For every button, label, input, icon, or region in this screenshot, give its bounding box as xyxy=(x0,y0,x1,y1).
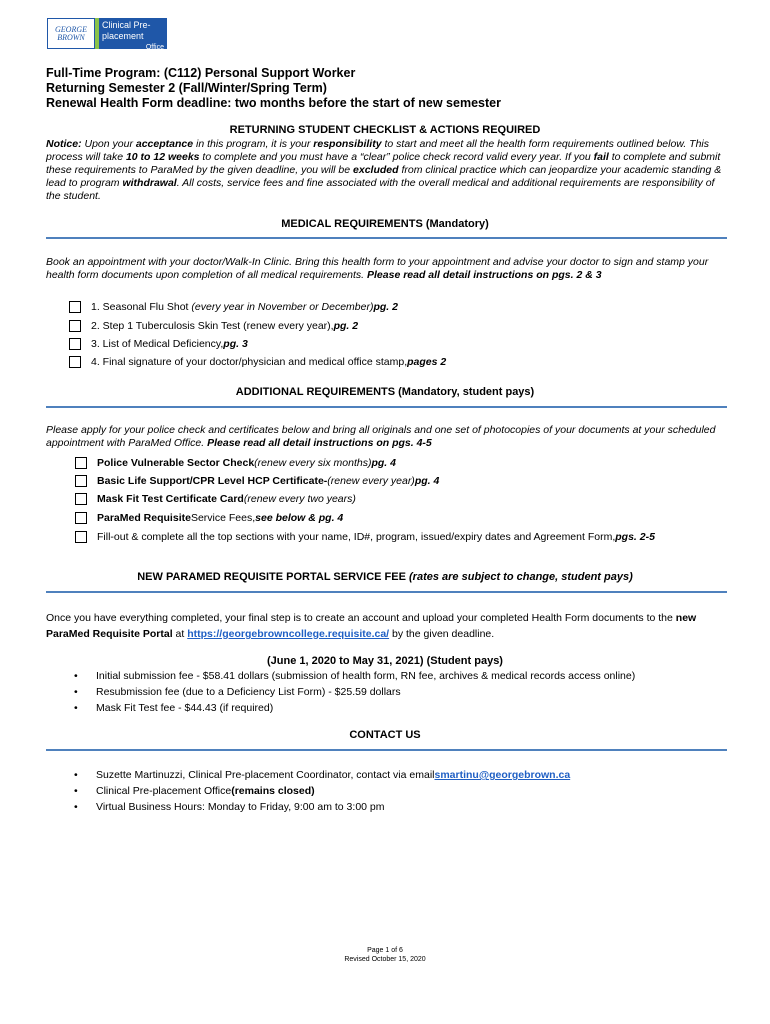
portal-paragraph xyxy=(46,610,730,642)
section-rule xyxy=(46,749,727,751)
portal-title xyxy=(0,571,770,583)
checklist-title: RETURNING STUDENT CHECKLIST & ACTIONS REQUIRED xyxy=(229,124,541,136)
item-bold: Mask Fit Test Certificate Card xyxy=(97,493,244,505)
medical-item-flu[interactable] xyxy=(69,301,398,313)
logo-line2: Office xyxy=(145,44,164,51)
additional-item-police[interactable] xyxy=(75,457,396,469)
medical-item-signature[interactable] xyxy=(69,356,446,368)
section-rule xyxy=(46,591,727,593)
contact-hours: Virtual Business Hours: Monday to Friday, 9:00 am to 3:00 pm xyxy=(96,801,385,813)
item-page: pgs. 2-5 xyxy=(615,531,655,543)
notice-text: in this program, it is your xyxy=(193,138,314,150)
portal-title-text: NEW PARAMED REQUISITE PORTAL SERVICE FEE xyxy=(137,571,410,583)
item-text: Service Fees, xyxy=(190,512,256,524)
notice-text: to complete and submit these requirements to ParaMed by the given deadline, you will be xyxy=(46,151,721,176)
additional-intro-text: Please apply for your police check and certificates below and bring all originals and one set of photocopies of your documents at your scheduled appointment with ParaMed Office. xyxy=(46,424,716,449)
checkbox[interactable] xyxy=(69,338,81,350)
revision-date: Revised October 15, 2020 xyxy=(344,956,426,963)
notice-paragraph xyxy=(46,138,730,203)
item-italic: (every year in November or December) xyxy=(191,301,374,313)
item-text: Fill-out & complete all the top sections with your name, ID#, program, issued/expiry dates and Agreement Form, xyxy=(97,531,616,543)
fee-item: • Mask Fit Test fee - $44.43 (if required) xyxy=(74,702,274,714)
logo-line1: Clinical Pre-placement xyxy=(102,20,151,41)
contact-item: • Suzette Martinuzzi, Clinical Pre-placement Coordinator, contact via email smartinu@georgebrown.ca xyxy=(74,769,571,781)
notice-excluded: excluded xyxy=(353,164,399,176)
checkbox[interactable] xyxy=(75,475,87,487)
fee-item: • Resubmission fee (due to a Deficiency List Form) - $25.59 dollars xyxy=(74,686,401,698)
checkbox[interactable] xyxy=(75,512,87,524)
medical-intro-text: Book an appointment with your doctor/Walk-In Clinic. Bring this health form to your appointment and advise your doctor to sign and stamp your health form documents upon completion of all medical requirements. xyxy=(46,256,709,281)
portal-name: new ParaMed Requisite Portal xyxy=(46,612,697,640)
logo-text xyxy=(99,18,167,49)
fee-dates: (June 1, 2020 to May 31, 2021) (Student pays) xyxy=(267,655,503,667)
item-page: pg. 2 xyxy=(373,301,398,313)
portal-link[interactable]: https://georgebrowncollege.requisite.ca/ xyxy=(187,628,390,640)
item-text: 4. Final signature of your doctor/physician and medical office stamp, xyxy=(91,356,408,368)
header-semester: Returning Semester 2 (Fall/Winter/Spring Term) xyxy=(46,81,327,95)
page-number: Page 1 of 6 xyxy=(367,947,403,954)
notice-text: to start and meet all the health form requirements outlined below. This process will take xyxy=(46,138,709,163)
portal-text: by the given deadline. xyxy=(389,628,495,640)
contact-title: CONTACT US xyxy=(349,729,421,741)
contact-text: Clinical Pre-placement Office xyxy=(96,785,232,797)
medical-item-deficiency[interactable] xyxy=(69,338,248,350)
contact-email-link[interactable]: smartinu@georgebrown.ca xyxy=(434,769,571,781)
additional-title: ADDITIONAL REQUIREMENTS (Mandatory, student pays) xyxy=(235,386,535,398)
document-header xyxy=(46,66,501,111)
notice-weeks: 10 to 12 weeks xyxy=(125,151,200,163)
page-footer xyxy=(0,946,770,964)
checkbox[interactable] xyxy=(75,531,87,543)
college-seal: GEORGE BROWN xyxy=(47,18,95,49)
notice-responsibility: responsibility xyxy=(313,138,382,150)
additional-item-fillout[interactable] xyxy=(75,531,655,543)
item-page: pg. 3 xyxy=(223,338,248,350)
item-page: pg. 4 xyxy=(371,457,396,469)
item-text: 3. List of Medical Deficiency, xyxy=(91,338,224,350)
notice-text: . All costs, service fees and fine associated with the overall medical and additional requirements are responsibility of the student. xyxy=(46,177,715,202)
item-bold: Police Vulnerable Sector Check xyxy=(97,457,255,469)
item-text: 1. Seasonal Flu Shot xyxy=(91,301,189,313)
header-deadline: Renewal Health Form deadline: two months before the start of new semester xyxy=(46,96,501,110)
checkbox[interactable] xyxy=(69,320,81,332)
notice-fail: fail xyxy=(593,151,609,163)
checkbox[interactable] xyxy=(69,301,81,313)
contact-status: (remains closed) xyxy=(231,785,315,797)
fee-item: • Initial submission fee - $58.41 dollars (submission of health form, RN fee, archives & medical records access online) xyxy=(74,670,636,682)
item-page: pg. 2 xyxy=(333,320,359,332)
fee-text: Initial submission fee - $58.41 dollars (submission of health form, RN fee, archives & medical records access online) xyxy=(96,670,636,682)
portal-text: Once you have everything completed, your final step is to create an account and upload your completed Health Form documents to the xyxy=(46,612,676,624)
portal-text: at xyxy=(172,628,188,640)
checkbox[interactable] xyxy=(69,356,81,368)
additional-intro xyxy=(46,424,730,450)
fee-text: Mask Fit Test fee - $44.43 (if required) xyxy=(96,702,274,714)
contact-text: Suzette Martinuzzi, Clinical Pre-placement Coordinator, contact via email xyxy=(96,769,435,781)
additional-item-cpr[interactable] xyxy=(75,475,439,487)
item-italic: (renew every six months) xyxy=(254,457,372,469)
additional-intro-bold: Please read all detail instructions on pgs. 4-5 xyxy=(207,437,432,449)
contact-item: • Clinical Pre-placement Office (remains closed) xyxy=(74,785,315,797)
portal-title-note: (rates are subject to change, student pays) xyxy=(409,571,633,583)
item-italic: (renew every two years) xyxy=(243,493,356,505)
contact-item: • Virtual Business Hours: Monday to Friday, 9:00 am to 3:00 pm xyxy=(74,801,385,813)
item-page: pages 2 xyxy=(407,356,447,368)
additional-item-fees[interactable] xyxy=(75,512,343,524)
medical-intro xyxy=(46,256,730,282)
notice-text: from clinical practice which can jeopardize your academic standing & lead to program xyxy=(46,164,722,189)
section-rule xyxy=(46,406,727,408)
item-page: pg. 4 xyxy=(414,475,440,487)
checkbox[interactable] xyxy=(75,457,87,469)
medical-title: MEDICAL REQUIREMENTS (Mandatory) xyxy=(281,218,489,230)
item-italic: (renew every year) xyxy=(327,475,415,487)
item-bold: Basic Life Support/CPR Level HCP Certificate- xyxy=(97,475,328,487)
item-bold: ParaMed Requisite xyxy=(97,512,191,524)
header-program: Full-Time Program: (C112) Personal Support Worker xyxy=(46,66,356,80)
checkbox[interactable] xyxy=(75,493,87,505)
college-logo xyxy=(47,18,167,49)
medical-item-tb[interactable] xyxy=(69,320,358,332)
item-page: see below & pg. 4 xyxy=(255,512,344,524)
notice-withdrawal: withdrawal xyxy=(122,177,177,189)
medical-intro-bold: Please read all detail instructions on pgs. 2 & 3 xyxy=(367,269,602,281)
additional-item-mask[interactable] xyxy=(75,493,356,505)
notice-acceptance: acceptance xyxy=(135,138,194,150)
notice-text: to complete and you must have a “clear” police check record valid every year. If you xyxy=(199,151,594,163)
notice-label: Notice: xyxy=(46,138,82,150)
notice-text: Upon your xyxy=(81,138,136,150)
item-text: 2. Step 1 Tuberculosis Skin Test (renew every year), xyxy=(91,320,334,332)
fee-text: Resubmission fee (due to a Deficiency List Form) - $25.59 dollars xyxy=(96,686,401,698)
section-rule xyxy=(46,237,727,239)
